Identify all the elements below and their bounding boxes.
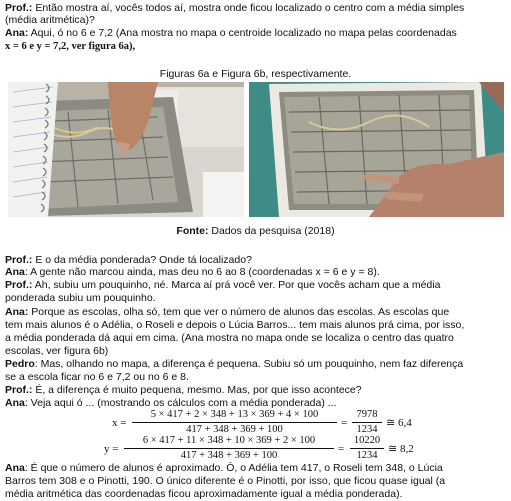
equation-result: ≅ 6,4 (386, 417, 412, 429)
speaker-label: Ana: (5, 306, 29, 318)
intro-line-4 (5, 41, 135, 54)
fraction-numerator: 5 × 417 + 2 × 348 + 13 × 369 + 4 × 100 (150, 409, 319, 420)
source-label: Fonte: (176, 225, 209, 237)
equation-variable: x = (112, 417, 127, 429)
fraction-bar (350, 448, 384, 449)
equation-result: ≅ 8,2 (388, 443, 414, 455)
speaker-label: Prof.: (5, 384, 33, 396)
dialogue-line (5, 475, 445, 488)
dialogue-line (5, 345, 108, 358)
speaker-label: Prof.: (5, 254, 33, 266)
dialogue-text: : Veja aqui ó ... (mostrando os cálculos com a média ponderada) ... (24, 397, 337, 409)
dialogue-line (5, 254, 252, 267)
speaker-label: Ana (5, 266, 25, 278)
dialogue-line (5, 319, 464, 332)
dialogue-text: Barros tem 308 e o Pinotti, 190. O único diferente é o Pinotti, por isso, que ficou quase igual (a (5, 475, 446, 487)
speaker-label: Prof.: (5, 2, 33, 14)
dialogue-text: x = 6 e y = 7,2, ver figura 6a), (5, 41, 136, 52)
dialogue-line (5, 384, 362, 397)
fraction-denominator: 417 + 348 + 369 + 100 (186, 424, 283, 435)
dialogue-line (5, 332, 454, 345)
fraction-denominator: 417 + 348 + 369 + 100 (180, 450, 278, 461)
dialogue-text: É, a diferença é muito pequena, mesmo. Mas, por que isso acontece? (32, 384, 362, 396)
dialogue-text: Porque as escolas, olha só, tem que ver o número de alunos das escolas. As escolas que (28, 306, 450, 318)
dialogue-text: : A gente não marcou ainda, mas deu no 6 ao 8 (coordenadas x = 6 e y = 8). (24, 266, 380, 278)
speaker-label: Ana (5, 397, 25, 409)
dialogue-text: escolas, ver figura 6b) (5, 345, 109, 357)
speaker-label: Ana (5, 462, 25, 474)
fraction-denominator: 1234 (356, 450, 378, 461)
dialogue-text: Então mostra aí, vocês todos aí, mostra onde ficou localizado o centro com a média simples (32, 2, 465, 14)
speaker-label: Ana: (5, 27, 29, 39)
dialogue-text: tem mais alunos é o Adélia, o Roseli e depois o Lúcia Barros... tem mais alunos prá cima, por isso, (5, 319, 465, 331)
figure-6a-photo (8, 82, 244, 217)
map-photo-illustration (8, 82, 244, 217)
intro-line-1 (5, 2, 464, 15)
fraction-bar (352, 422, 382, 423)
figure-source (0, 225, 511, 238)
dialogue-line (5, 358, 463, 371)
fraction-denominator: 1234 (356, 424, 378, 435)
dialogue-line (5, 462, 443, 475)
dialogue-text: E o da média ponderada? Onde tá localizado? (32, 254, 252, 266)
fraction-bar (124, 448, 334, 449)
equals-sign: = (341, 417, 348, 429)
equation-variable: y = (104, 443, 119, 455)
dialogue-text: : É que o número de alunos é aproximado. Ó, o Adélia tem 417, o Roseli tem 348, o Lúcia (24, 462, 443, 474)
dialogue-text: Aqui, ó no 6 e 7,2 (Ana mostra no mapa o centroide localizado no mapa pelas coordenadas (28, 27, 457, 39)
intro-line-3 (5, 27, 457, 40)
dialogue-text: : Mas, olhando no mapa, a diferença é pequena. Subiu só um pouquinho, nem faz diferença (34, 358, 464, 370)
fraction-numerator: 7978 (356, 409, 378, 420)
dialogue-line (5, 306, 449, 319)
fraction-bar (132, 422, 337, 423)
speaker-label: Pedro (5, 358, 35, 370)
source-text: Dados da pesquisa (2018) (208, 225, 335, 237)
dialogue-text: ponderada subiu um pouquinho. (5, 292, 156, 304)
intro-line-2 (5, 14, 95, 27)
fraction-numerator: 10220 (353, 435, 381, 446)
map-photo-illustration (249, 82, 504, 217)
dialogue-line (5, 266, 380, 279)
fraction-numerator: 6 × 417 + 11 × 348 + 10 × 369 + 2 × 100 (142, 435, 316, 446)
dialogue-line (5, 371, 189, 384)
speaker-label: Prof.: (5, 279, 33, 291)
figure-6b-photo (249, 82, 504, 217)
dialogue-text: se a escola ficar no 6 e 7,2 ou no 6 e 8. (5, 371, 189, 383)
dialogue-text: (média aritmética)? (5, 14, 95, 26)
equals-sign: = (338, 443, 345, 455)
figure-caption: Figuras 6a e Figura 6b, respectivamente. (159, 68, 352, 80)
dialogue-line (5, 292, 156, 305)
dialogue-line (5, 397, 337, 410)
dialogue-line (5, 279, 440, 292)
dialogue-line (5, 488, 402, 501)
dialogue-text: Ah, subiu um pouquinho, né. Marca aí prá você ver. Por que vocês acham que a média (32, 279, 441, 291)
dialogue-text: média aritmética das coordenadas ficou aproximadamente igual a média ponderada). (5, 488, 403, 500)
dialogue-text: a média ponderada dá aqui em cima. (Ana mostra no mapa onde se localiza o centro das quatro (5, 332, 454, 344)
